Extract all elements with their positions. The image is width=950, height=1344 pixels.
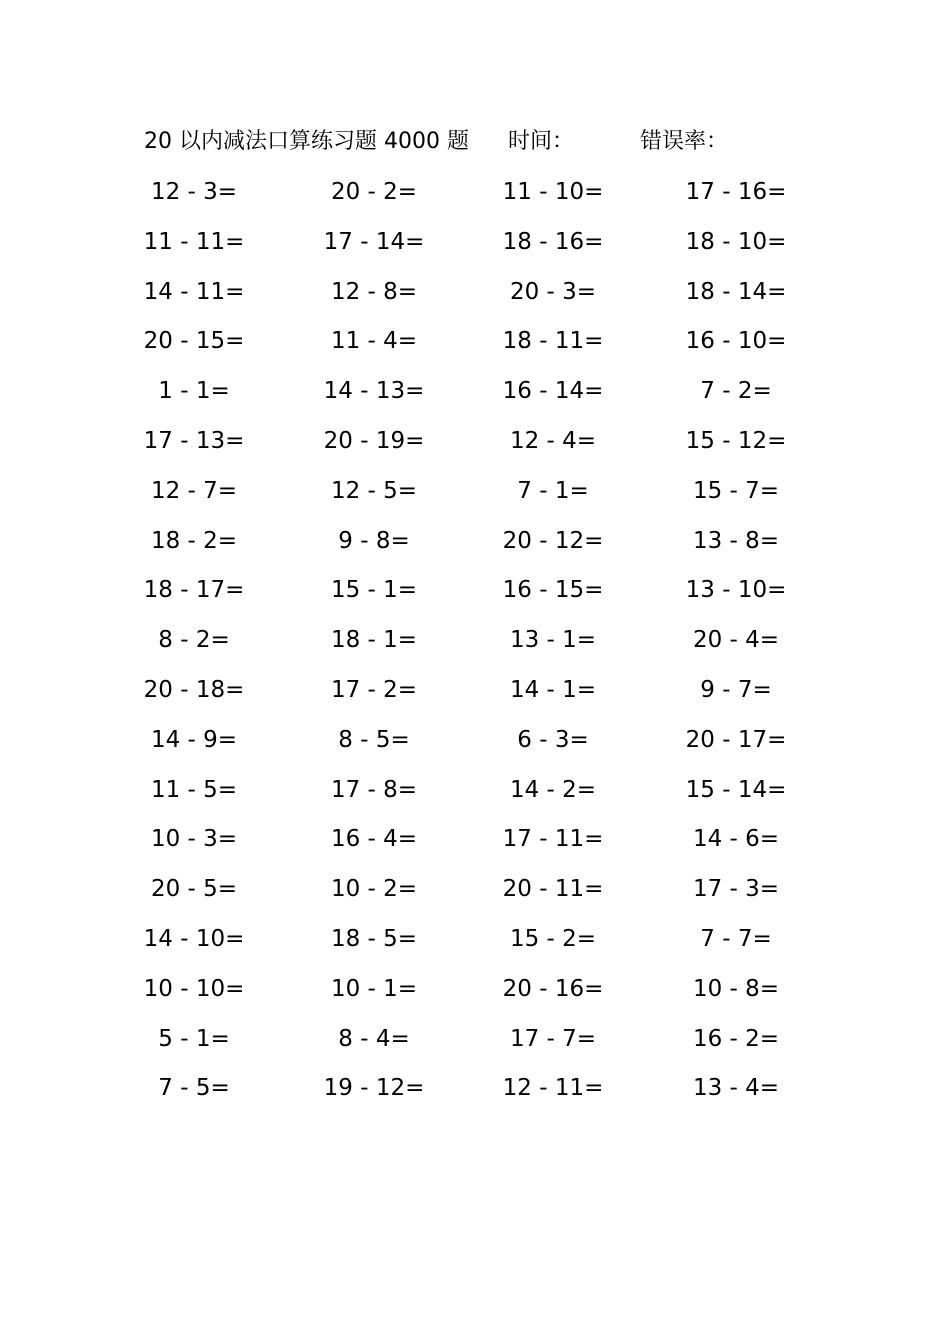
problem-item: 13 - 4= (692, 1075, 780, 1102)
problem-item: 13 - 1= (509, 627, 597, 654)
problem-row (130, 1021, 810, 1071)
problem-item: 20 - 12= (502, 527, 604, 554)
problem-item: 17 - 2= (330, 676, 418, 703)
problem-item: 12 - 3= (150, 179, 238, 205)
problem-item: 14 - 1= (509, 676, 597, 703)
problem-item: 11 - 10= (502, 179, 604, 205)
problem-row (130, 821, 810, 871)
problem-item: 9 - 7= (700, 676, 772, 703)
problem-item: 18 - 2= (150, 527, 238, 554)
problem-item: 20 - 3= (509, 278, 597, 305)
problem-item: 17 - 7= (509, 1025, 597, 1052)
problem-item: 15 - 14= (685, 776, 787, 803)
problem-row (130, 423, 810, 473)
problem-item: 14 - 10= (143, 925, 245, 952)
time-label: 时间： (508, 129, 575, 154)
problem-item: 11 - 11= (143, 228, 245, 255)
problem-item: 15 - 2= (509, 925, 597, 952)
problem-item: 17 - 11= (502, 826, 604, 853)
problem-row (130, 871, 810, 921)
problem-item: 20 - 18= (143, 676, 245, 703)
problem-row (130, 323, 810, 373)
problem-row (130, 224, 810, 274)
problem-item: 5 - 1= (158, 1025, 230, 1052)
problem-item: 12 - 7= (150, 477, 238, 504)
problem-item: 7 - 5= (158, 1075, 230, 1102)
problem-item: 20 - 4= (692, 627, 780, 654)
problem-item: 17 - 14= (323, 228, 425, 255)
problem-item: 9 - 8= (338, 527, 410, 554)
problem-row (130, 174, 810, 224)
problem-item: 1 - 1= (158, 378, 230, 405)
problem-row (130, 722, 810, 772)
problem-item: 18 - 5= (330, 925, 418, 952)
problem-row (130, 523, 810, 573)
problem-item: 20 - 5= (150, 876, 238, 903)
problem-item: 16 - 10= (685, 328, 787, 355)
problem-grid (130, 174, 810, 1120)
problem-item: 16 - 15= (502, 577, 604, 604)
problem-item: 12 - 4= (509, 427, 597, 454)
problem-item: 13 - 8= (692, 527, 780, 554)
problem-item: 15 - 12= (685, 427, 787, 454)
error-rate-label: 错误率： (640, 129, 729, 154)
problem-item: 12 - 11= (502, 1075, 604, 1102)
problem-item: 12 - 8= (330, 278, 418, 305)
problem-item: 18 - 16= (502, 228, 604, 255)
problem-item: 18 - 11= (502, 328, 604, 355)
worksheet-title: 20 以内减法口算练习题 4000 题 (144, 129, 469, 154)
problem-item: 17 - 13= (143, 427, 245, 454)
problem-row (130, 622, 810, 672)
problem-row (130, 473, 810, 523)
problem-row (130, 1070, 810, 1120)
problem-item: 20 - 19= (323, 427, 425, 454)
problem-row (130, 572, 810, 622)
problem-item: 16 - 4= (330, 826, 418, 853)
problem-item: 17 - 3= (692, 876, 780, 903)
problem-item: 14 - 9= (150, 726, 238, 753)
problem-item: 8 - 5= (338, 726, 410, 753)
problem-item: 10 - 10= (143, 975, 245, 1002)
problem-item: 15 - 1= (330, 577, 418, 604)
problem-item: 18 - 10= (685, 228, 787, 255)
problem-item: 18 - 14= (685, 278, 787, 305)
problem-item: 19 - 12= (323, 1075, 425, 1102)
problem-item: 15 - 7= (692, 477, 780, 504)
problem-item: 7 - 7= (700, 925, 772, 952)
problem-item: 20 - 15= (143, 328, 245, 355)
problem-item: 17 - 16= (685, 179, 787, 205)
problem-item: 13 - 10= (685, 577, 787, 604)
problem-row (130, 672, 810, 722)
problem-item: 7 - 1= (517, 477, 589, 504)
problem-item: 18 - 1= (330, 627, 418, 654)
problem-item: 16 - 2= (692, 1025, 780, 1052)
problem-row (130, 772, 810, 822)
problem-item: 14 - 6= (692, 826, 780, 853)
problem-item: 12 - 5= (330, 477, 418, 504)
problem-item: 10 - 1= (330, 975, 418, 1002)
problem-item: 10 - 2= (330, 876, 418, 903)
problem-item: 8 - 4= (338, 1025, 410, 1052)
problem-item: 11 - 5= (150, 776, 238, 803)
problem-item: 6 - 3= (517, 726, 589, 753)
problem-item: 20 - 11= (502, 876, 604, 903)
problem-item: 11 - 4= (330, 328, 418, 355)
problem-row (130, 373, 810, 423)
problem-item: 20 - 16= (502, 975, 604, 1002)
problem-row (130, 971, 810, 1021)
problem-item: 14 - 11= (143, 278, 245, 305)
problem-row (130, 274, 810, 324)
problem-item: 20 - 17= (685, 726, 787, 753)
problem-item: 10 - 8= (692, 975, 780, 1002)
problem-row (130, 921, 810, 971)
problem-item: 20 - 2= (330, 179, 418, 205)
problem-item: 7 - 2= (700, 378, 772, 405)
problem-item: 8 - 2= (158, 627, 230, 654)
problem-item: 16 - 14= (502, 378, 604, 405)
problem-item: 10 - 3= (150, 826, 238, 853)
problem-item: 18 - 17= (143, 577, 245, 604)
problem-item: 14 - 13= (323, 378, 425, 405)
problem-item: 17 - 8= (330, 776, 418, 803)
problem-item: 14 - 2= (509, 776, 597, 803)
worksheet-header (144, 126, 844, 158)
